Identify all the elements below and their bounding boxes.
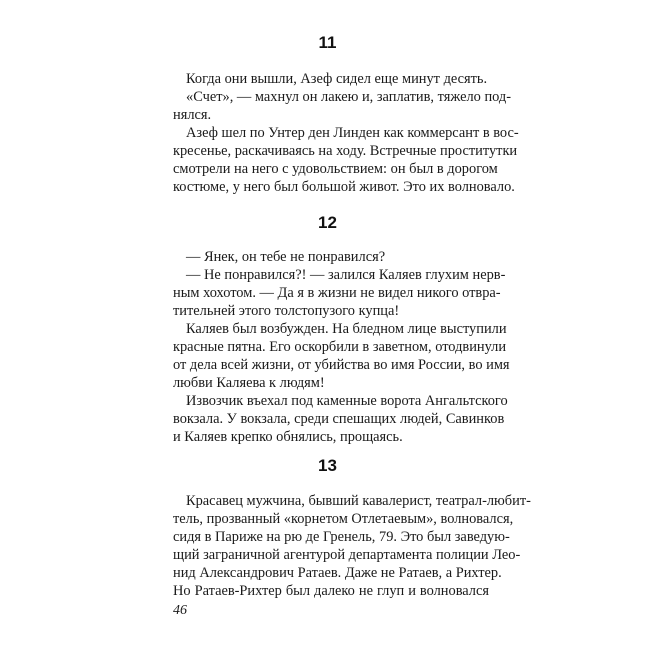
chapter-number: 11 [318, 33, 337, 52]
text-line: костюме, у него был большой живот. Это их волновало. [173, 179, 515, 195]
text-line: нид Александрович Ратаев. Даже не Ратаев, а Рихтер. [173, 565, 502, 581]
chapter-number: 13 [318, 456, 337, 475]
text-line: Каляев был возбужден. На бледном лице выступили [186, 321, 507, 337]
chapter-number: 12 [318, 213, 337, 232]
text-line: Когда они вышли, Азеф сидел еще минут десять. [186, 71, 488, 87]
text-line: — Не понравился?! — залился Каляев глухим нерв- [186, 267, 506, 283]
text-line: Азеф шел по Унтер ден Линден как коммерсант в вос- [186, 125, 519, 141]
text-line: вокзала. У вокзала, среди спешащих людей, Савинков [173, 411, 505, 427]
page-number: 46 [173, 603, 187, 618]
text-line: смотрели на него с удовольствием: он был в дорогом [173, 161, 498, 177]
text-line: кресенье, раскачиваясь на ходу. Встречные проститутки [173, 143, 518, 159]
text-line: — Янек, он тебе не понравился? [186, 249, 386, 265]
text-line: «Счет», — махнул он лакею и, заплатив, тяжело под- [186, 89, 512, 105]
text-line: красные пятна. Его оскорбили в заветном, отодвинули [173, 339, 507, 355]
text-line: тительней этого толстопузого купца! [173, 303, 400, 319]
text-line: от дела всей жизни, от убийства во имя России, во имя [173, 357, 510, 373]
text-line: любви Каляева к людям! [173, 375, 325, 391]
text-line: Красавец мужчина, бывший кавалерист, театрал-любит- [186, 493, 531, 509]
text-line: Но Ратаев-Рихтер был далеко не глуп и волновался [173, 583, 489, 599]
text-line: ным хохотом. — Да я в жизни не видел никого отвра- [173, 285, 501, 301]
text-line: нялся. [173, 107, 212, 123]
text-line: сидя в Париже на рю де Гренель, 79. Это был заведую- [173, 529, 510, 545]
text-line: Извозчик въехал под каменные ворота Ангальтского [186, 393, 508, 409]
text-line: тель, прозванный «корнетом Отлетаевым», волновался, [173, 511, 514, 527]
text-line: щий заграничной агентурой департамента полиции Лео- [173, 547, 521, 563]
text-line: и Каляев крепко обнялись, прощаясь. [173, 429, 403, 445]
